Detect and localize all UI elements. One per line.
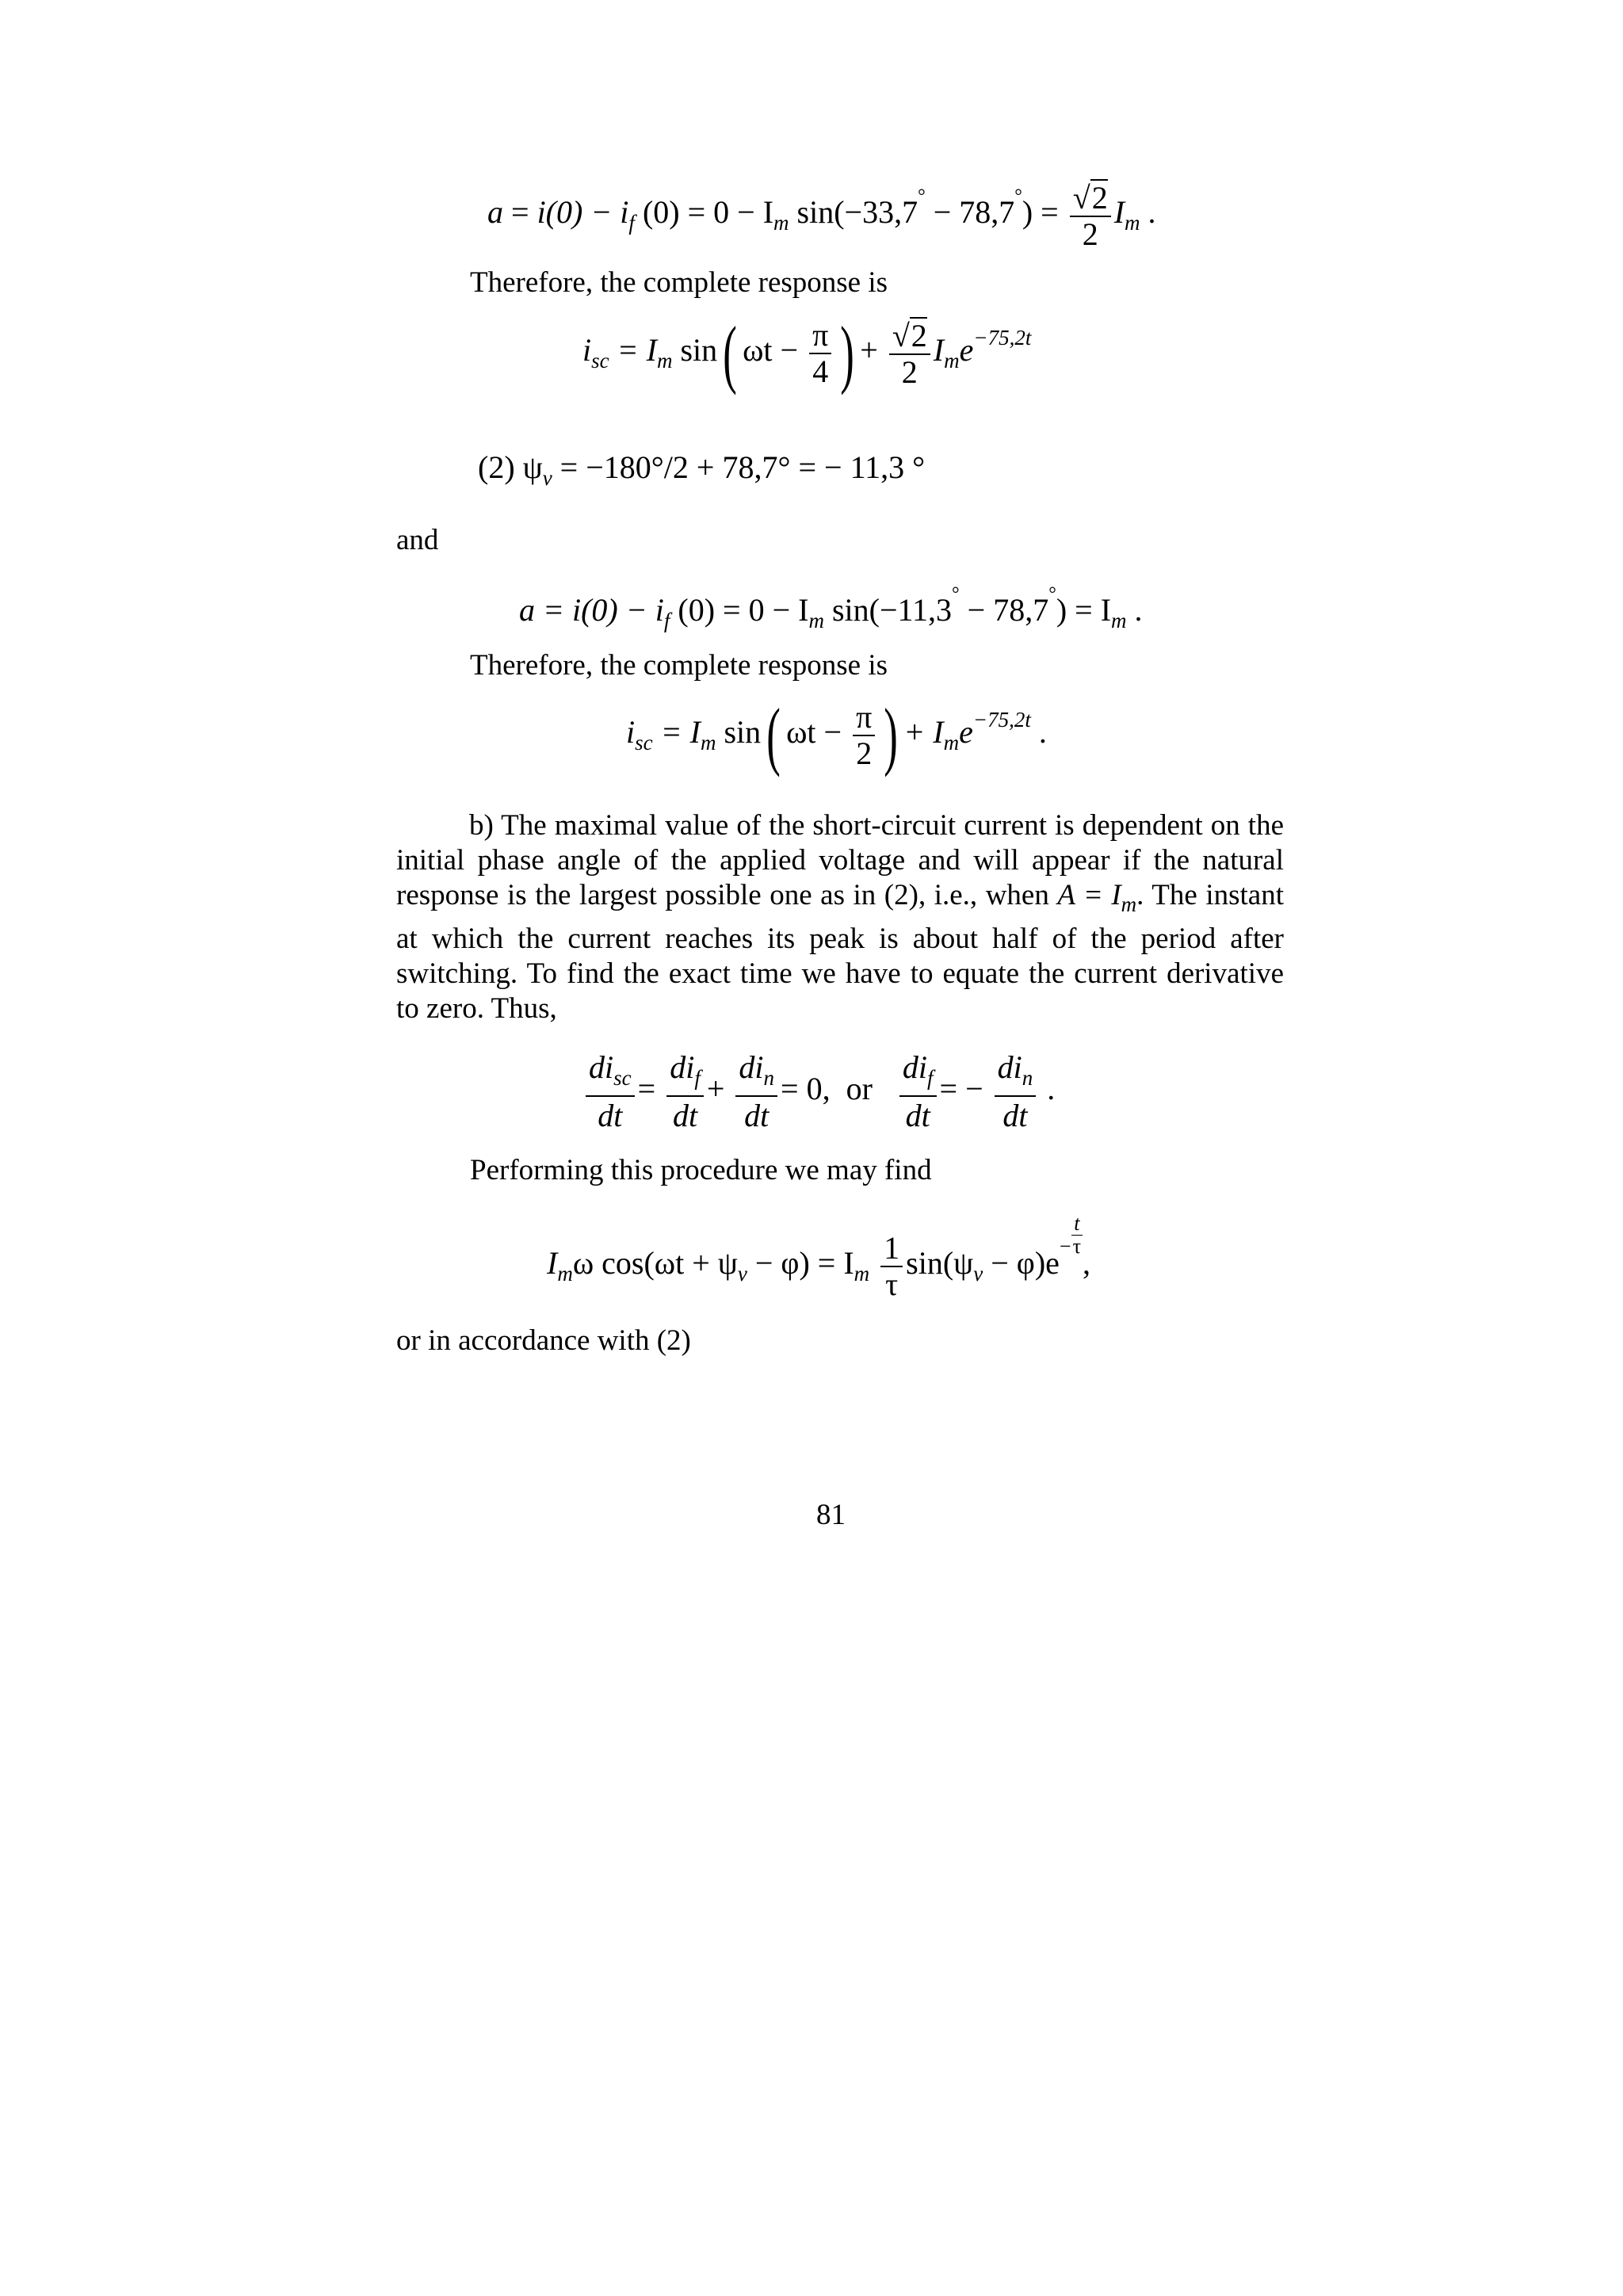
- fraction-din-dt-2: $\frac{di_n}{dt}$: [995, 1050, 1037, 1134]
- or-accordance-text: or in accordance with (2): [396, 1324, 691, 1357]
- equation-complete-response-2: $i_{sc} = I_m$ sin( ωt − $\frac{\pi}{2}$ ) + $I_me^{-75,2t}$ .: [626, 693, 1047, 777]
- fraction-sqrt2-over-2: $\frac{√2}{2}$: [889, 317, 930, 390]
- therefore-text-2: Therefore, the complete response is: [470, 649, 888, 682]
- page-number: 81: [816, 1499, 846, 1531]
- equation-derivative: $\frac{di_{sc}}{dt}$ = $\frac{di_f}{dt}$ + $\frac{di_n}{dt} = 0$, or $\frac{di_f}{dt}$ = − $\frac{di_n}{dt}$ .: [582, 1050, 1055, 1134]
- fraction-dif-dt-2: $\frac{di_f}{dt}$: [899, 1050, 937, 1134]
- equation-a-initial-2: $a = i(0) - i_f$ $(0) = 0 - I_m$ $\sin(-11,3^\circ - 78,7^\circ) = I_m$ .: [519, 584, 1143, 632]
- fraction-disc-dt: $\frac{di_{sc}}{dt}$: [586, 1050, 635, 1134]
- exponent-t-over-tau: $\frac{t}{\tau}$: [1072, 1212, 1082, 1258]
- fraction-1-over-tau: $\frac{1}{\tau}$: [880, 1231, 903, 1302]
- fraction-pi-over-4: $\frac{\pi}{4}$: [809, 318, 831, 389]
- and-text: and: [396, 524, 439, 556]
- fraction-pi-over-2: $\frac{\pi}{2}$: [853, 700, 875, 771]
- paragraph-b: b) The maximal value of the short-circuit current is dependent on the initial phase angle of the applied voltage and will appear if the natural response is the largest possible one as in (2), i.e., when $A = I_m$. The instant at which the current reaches its peak is about half of the period after switching. To find the exact time we have to equate the current derivative to zero. Thus,: [396, 809, 1284, 1025]
- performing-text: Performing this procedure we may find: [470, 1154, 932, 1186]
- fraction-sqrt2-over-2: $\frac{√2}{2}$: [1070, 179, 1111, 252]
- equation-a-initial-1: $a = i(0) - i_f$ $(0) = 0 - I_m$ sin(−33,7° − 78,7°) = $\frac{√2}{2}$ $I_m$ .: [487, 180, 1156, 252]
- psi-v-line: (2) $\psi_v = -180^\circ/2 + 78,7^\circ$ = − 11,3 °: [478, 449, 926, 490]
- equation-peak-condition: $I_m\omega$ $\cos(\omega t + \psi_v - \varphi) = I_m$ $\frac{1}{\tau}$ $\sin(\psi_v - \varphi)e^-$ $\frac{t}{\tau}$ ,: [547, 1212, 1091, 1302]
- fraction-dif-dt: $\frac{di_f}{dt}$: [666, 1050, 704, 1134]
- equation-complete-response-1: $i_{sc} = I_m$ sin( ωt − $\frac{\pi}{4}$ ) + $\frac{√2}{2}$ $I_me^{-75,2t}$: [582, 311, 1032, 395]
- therefore-text-1: Therefore, the complete response is: [470, 266, 888, 299]
- fraction-din-dt: $\frac{di_n}{dt}$: [735, 1050, 777, 1134]
